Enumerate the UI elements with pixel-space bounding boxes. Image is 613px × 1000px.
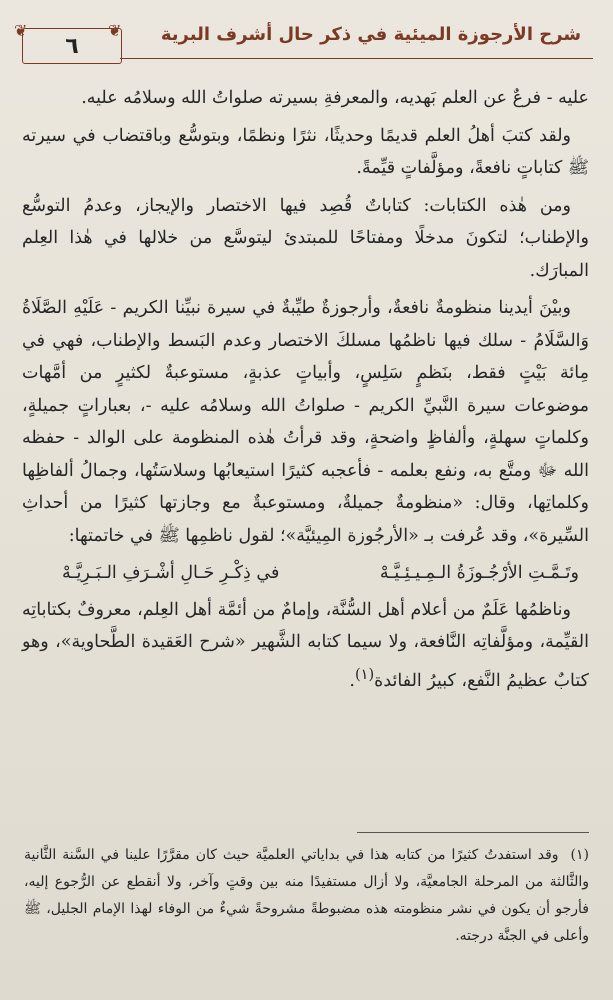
footnote-text: وقد استفدتُ كثيرًا من كتابه هذا في بداياتي العلميَّة حيث كان مقرَّرًا علينا في السَّنة الثَّانية والثَّالثة من المرحلة الجامعيَّة، ولا أزال مستفيدًا منه بين وقتٍ وآخر، ولا أنقطع عن الرُّجوع إليه، فأرجو أن يكون في نشر منظومته هذه مضبوطةً مشروحةً شيءٌ من الوفاء لهذا الإمام الجليل، ﷺ وأعلى في الجنَّة درجته.: [24, 847, 589, 944]
paragraph: وناظمُها عَلَمٌ من أعلام أهل السُّنَّة، وإمامٌ من أئمَّة أهل العِلم، معروفٌ بكتاباتِه القيِّمة، ومؤلَّفاتِه النَّافعة، ولا سيما كتابه الشَّهير «شرح العَقيدة الطَّحاوية»، وهو كتابٌ عظيمُ النَّفع، كبيرُ الفائدة$^{(١)}$.: [22, 599, 589, 691]
page-number-frame: [22, 28, 122, 64]
verse-first-hemistich: وتَـمَّـتِ الأرْجُـوزَةُ الـمِـيـئِـيَّـهْ: [379, 563, 579, 583]
paragraph: ولقد كتبَ أهلُ العلم قديمًا وحديثًا، نثرًا ونظمًا، وبتوسُّع وباقتضاب في سيرته ﷺ كتاباتٍ نافعةً، ومؤلَّفاتٍ قيِّمةً.: [22, 125, 589, 178]
header-rule: [120, 58, 593, 59]
footnote-reference: (١): [354, 665, 375, 683]
footnote-divider: [357, 832, 589, 833]
paragraph: ومن هٰذه الكتابات: كتاباتٌ قُصِد فيها الاختصار والإيجاز، وعدمُ التوسُّع والإطناب؛ لتكونَ مدخلًا ومفتاحًا للمبتدئ ليتوسَّع من خلالها في هٰذا العِلم المبارَك.: [22, 195, 589, 281]
page-header: [16, 22, 593, 66]
paragraph: عليه - فرعٌ عن العلم بَهديه، والمعرفةِ بسيرته صلواتُ الله وسلامُه عليه.: [81, 88, 589, 108]
paragraph-text: وناظمُها عَلَمٌ من أعلام أهل السُّنَّة، وإمامٌ من أئمَّة أهل العِلم، معروفٌ بكتاباتِه القيِّمة، ومؤلَّفاتِه النَّافعة، ولا سيما كتابه الشَّهير «شرح العَقيدة الطَّحاوية»، وهو كتابٌ عظيمُ النَّفع، كبيرُ الفائدة: [22, 599, 589, 691]
corner-ornament-icon: ❦: [108, 21, 122, 40]
running-title: شرح الأرجوزة الميئية في ذكر حال أشرف البرية: [160, 24, 582, 45]
page-number: ٦: [65, 33, 79, 59]
corner-ornament-icon: ❦: [14, 21, 28, 40]
main-text: [22, 82, 589, 702]
footnote: [24, 842, 589, 950]
verse-second-hemistich: في ذِكْـرِ حَـالِ أشْـرَفِ الـبَـرِيَّـهْ: [62, 563, 280, 583]
footnote-marker: (١): [570, 847, 589, 863]
paragraph: وبيْنَ أيدينا منظومةٌ نافعةٌ، وأرجوزةٌ طيِّبةٌ في سيرة نبيِّنا الكريم - عَلَيْهِ الصَّلَاةُ وَالسَّلَامُ - سلك فيها ناظمُها مسلكَ الاختصار وعدم البَسط والإطناب، فهي في مِائة بَيْتٍ فقط، بنَظمٍ سَلِسٍ، وأبياتٍ عذبةٍ، مستوعبةٌ لكثيرٍ من أمَّهات موضوعات سيرة النَّبيِّ الكريم - صلواتُ الله وسلامُه عليه -، بعباراتٍ جميلةٍ، وكلماتٍ سهلةٍ، وألفاظٍ واضحةٍ، وقد قرأتُ هٰذه المنظومة على الوالد - حفظه الله ﷻ ومتَّع به، ونفع بعلمه - فأعجبه كثيرًا استيعابُها وسلاسَتُها، وجمالُ ألفاظِها وكلماتِها، وقال: «منظومةٌ جميلةٌ، ومستوعبةٌ مع وجازتها كثيرًا من أحداثِ السِّيرة»، وقد عُرفت بـ «الأرجُوزة المِيئيَّة»؛ لقول ناظمِها ﷺ في خاتمتها:: [22, 298, 589, 546]
poem-verse: [22, 557, 589, 590]
